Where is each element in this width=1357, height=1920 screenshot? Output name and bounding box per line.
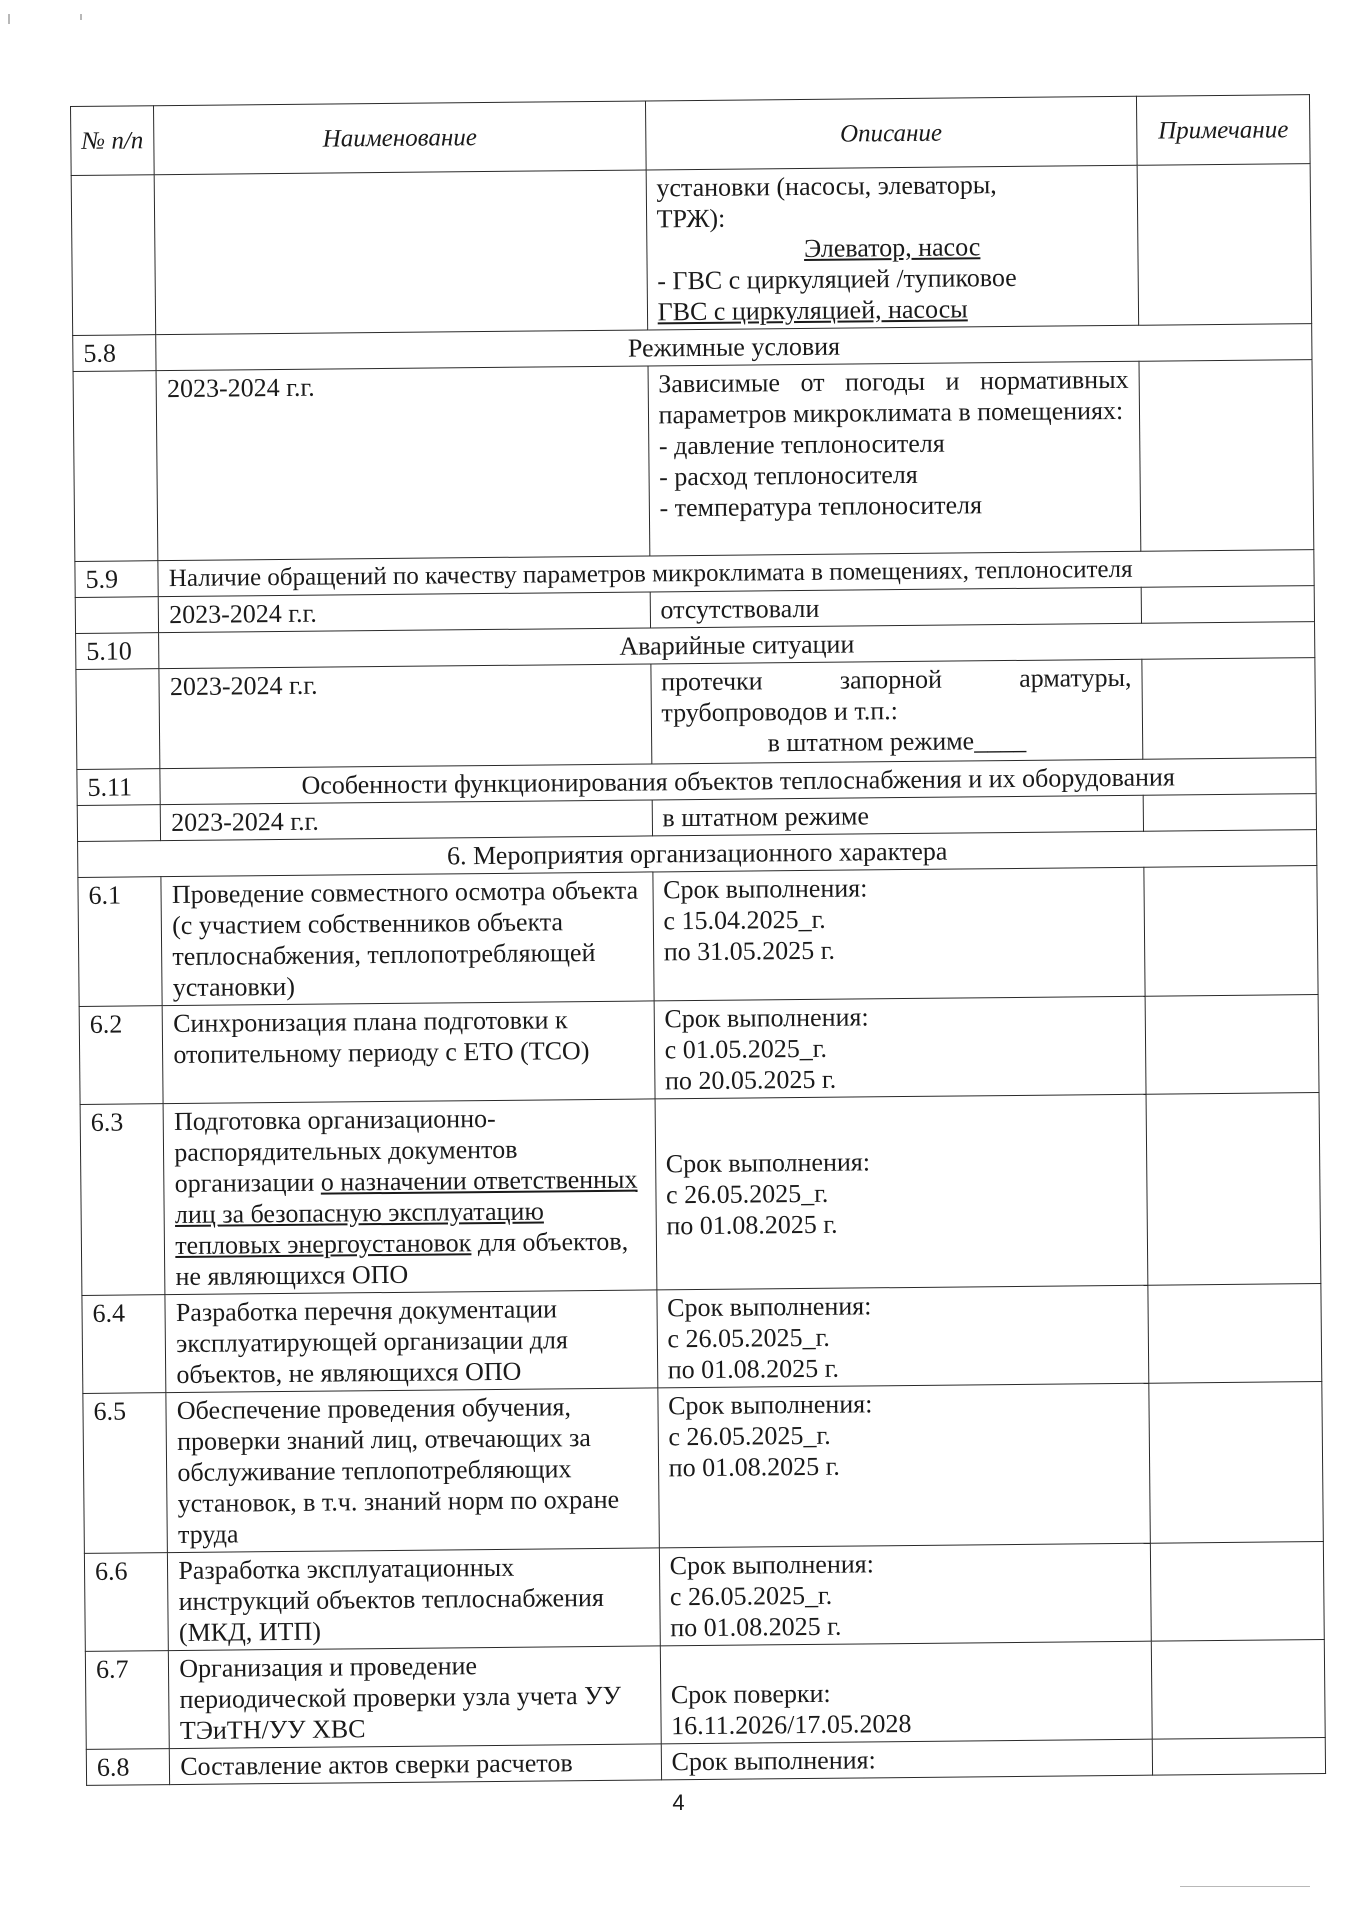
section-title: 6. Мероприятия организационного характера: [78, 830, 1317, 878]
description-cell: в штатном режиме: [652, 795, 1144, 836]
term-cell: Срок выполнения:: [661, 1739, 1153, 1780]
scan-edge-mark: [8, 14, 10, 24]
row-number: 6.6: [84, 1553, 168, 1652]
period-cell: 2023-2024 г.г.: [159, 664, 651, 769]
term-cell: Срок выполнения: с 26.05.2025_г. по 01.08.2025 г.: [659, 1543, 1151, 1646]
name-cell: Синхронизация плана подготовки к отопительному периоду с ЕТО (ТСО): [162, 1001, 654, 1104]
row-number: 5.10: [76, 633, 160, 670]
section-title: Аварийные ситуации: [159, 622, 1315, 669]
period-cell: 2023-2024 г.г.: [159, 592, 651, 633]
name-cell: Организация и проведение периодической проверки узла учета УУ ТЭиТН/УУ ХВС: [169, 1646, 661, 1749]
name-cell: Обеспечение проведения обучения, проверки знаний лиц, отвечающих за обслуживание теплопотребляющих установок, в т.ч. знаний норм по охране труда: [166, 1388, 659, 1553]
row-number: 6.5: [83, 1393, 168, 1554]
row-number: 6.1: [78, 877, 163, 1007]
page-number: 4: [672, 1790, 685, 1815]
name-cell: Разработка эксплуатационных инструкций объектов теплоснабжения (МКД, ИТП): [168, 1548, 660, 1651]
section-title: Особенности функционирования объектов теплоснабжения и их оборудования: [160, 758, 1316, 805]
header-num: № п/п: [71, 106, 155, 176]
continued-description: установки (насосы, элеваторы, ТРЖ): Элеватор, насос - ГВС с циркуляцией /тупиковое ГВС с циркуляцией, насосы: [646, 165, 1139, 330]
header-desc: Описание: [645, 96, 1137, 170]
row-number: 6.3: [80, 1104, 165, 1296]
row-number: 6.2: [79, 1006, 163, 1105]
term-cell: Срок выполнения: с 26.05.2025_г. по 01.08.2025 г.: [657, 1383, 1150, 1548]
section-title: Наличие обращений по качеству параметров микроклимата в помещениях, теплоносителя: [158, 550, 1314, 597]
description-cell: отсутствовали: [650, 587, 1142, 628]
table-row: [80, 1093, 1321, 1296]
scan-edge-mark: [80, 14, 82, 20]
row-number: 6.7: [85, 1651, 169, 1750]
table-row: [82, 1284, 1322, 1394]
table-row: [71, 164, 1311, 336]
table-row: [85, 1640, 1325, 1750]
table-header-row: [71, 95, 1311, 176]
description-cell: протечки запорной арматуры, трубопроводов и т.п.: в штатном режиме____: [650, 659, 1142, 764]
period-cell: 2023-2024 г.г.: [161, 800, 653, 841]
table-row: [78, 866, 1318, 1007]
term-cell: Срок выполнения: с 26.05.2025_г. по 01.08.2025 г.: [657, 1285, 1149, 1388]
table-row: [73, 360, 1314, 562]
period-cell: 2023-2024 г.г.: [156, 366, 649, 561]
row-number: 5.9: [75, 561, 159, 598]
header-note: Примечание: [1136, 95, 1310, 166]
term-cell: Срок поверки: 16.11.2026/17.05.2028: [660, 1641, 1152, 1744]
name-cell: Проведение совместного осмотра объекта (с участием собственников объекта теплоснабжения, теплопотребляющей установки): [161, 872, 654, 1006]
name-cell: Разработка перечня документации эксплуатирующей организации для объектов, не являющихся ОПО: [165, 1290, 657, 1393]
table-row: [84, 1542, 1324, 1652]
scan-edge-mark: [1180, 1886, 1310, 1887]
term-cell: Срок выполнения: с 15.04.2025_г. по 31.05.2025 г.: [652, 867, 1145, 1001]
name-cell: Подготовка организационно-распорядительных документов организации о назначении ответственных лиц за безопасную эксплуатацию тепловых энергоустановок для объектов, не являющихся ОПО: [163, 1099, 656, 1295]
description-cell: Зависимые от погоды и нормативных параметров микроклимата в помещениях: - давление теплоносителя - расход теплоносителя - температура теплоносителя: [648, 361, 1141, 556]
table-row: [79, 995, 1319, 1105]
row-number: 6.4: [82, 1295, 166, 1394]
row-number: 5.8: [73, 335, 157, 372]
term-cell: Срок выполнения: с 26.05.2025_г. по 01.08.2025 г.: [655, 1094, 1148, 1290]
header-name: Наименование: [154, 101, 646, 175]
row-number: 6.8: [86, 1749, 170, 1786]
table-row: [76, 658, 1316, 770]
row-number: 5.11: [77, 769, 161, 806]
name-cell: Составление актов сверки расчетов: [170, 1744, 662, 1785]
table-row: [83, 1382, 1323, 1554]
plan-table: [70, 94, 1326, 1786]
section-title: Режимные условия: [156, 324, 1312, 371]
term-cell: Срок выполнения: с 01.05.2025_г. по 20.05.2025 г.: [654, 996, 1146, 1099]
